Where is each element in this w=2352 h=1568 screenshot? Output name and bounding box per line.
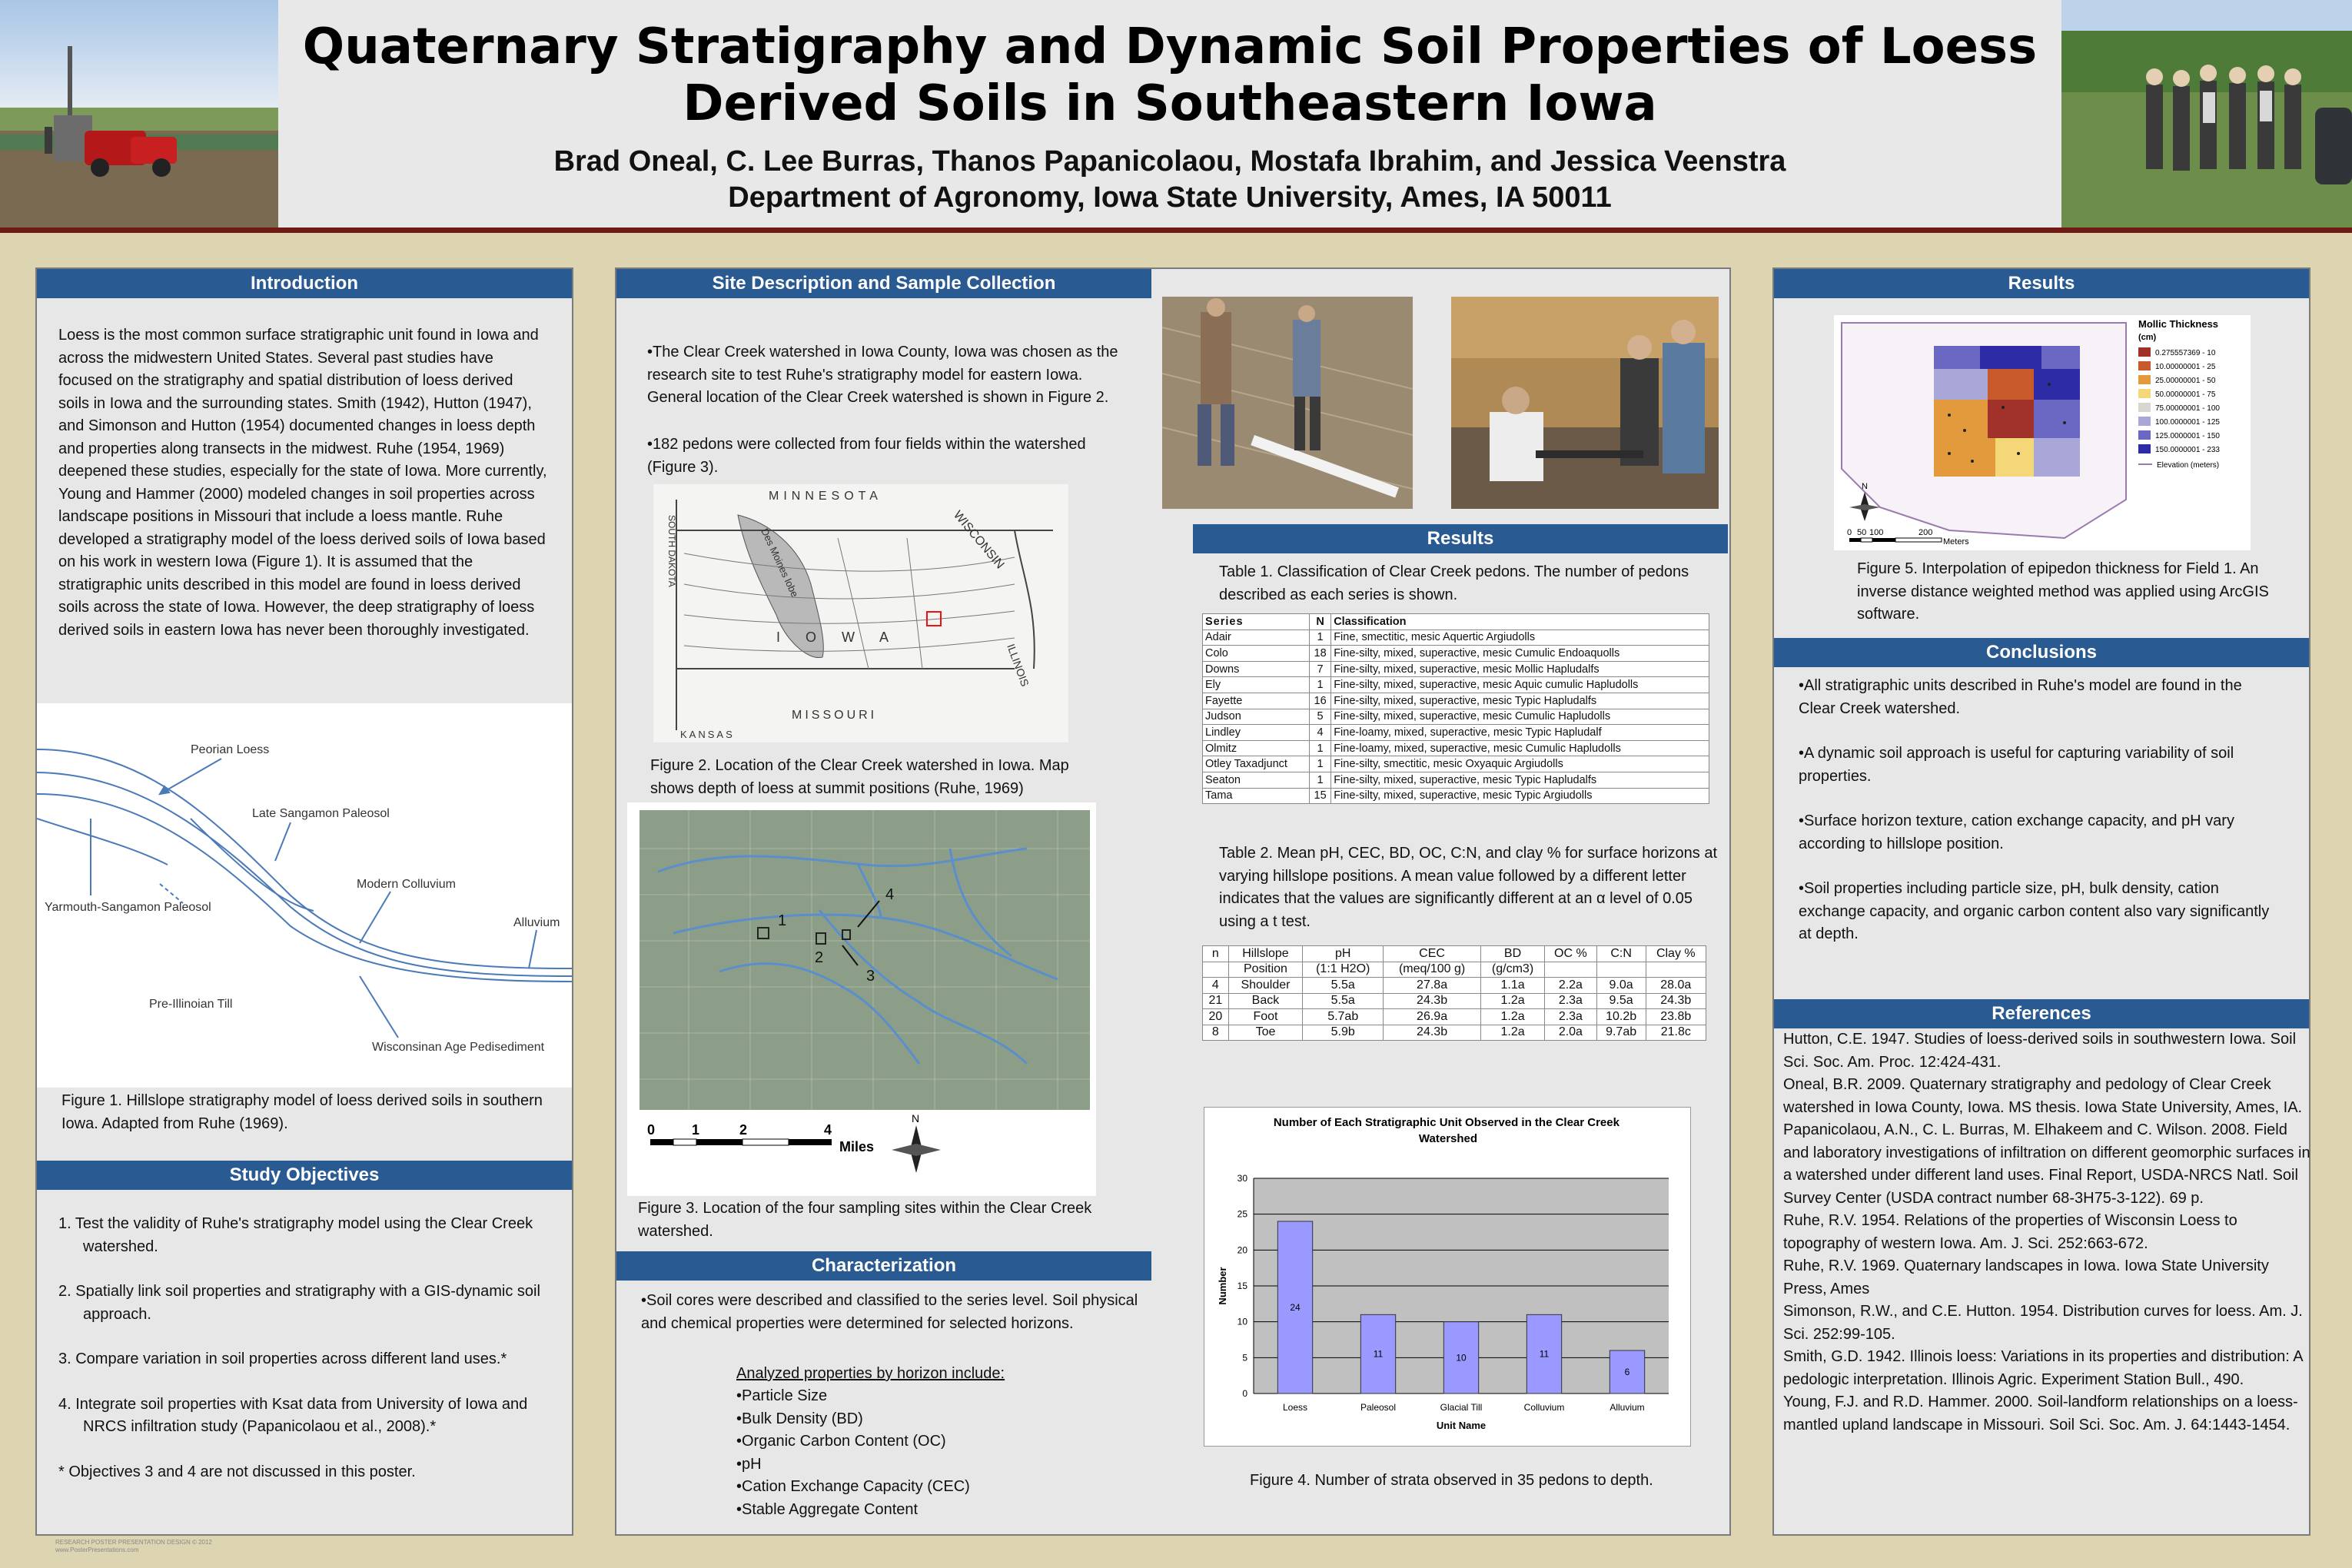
table-cell: 10.2b [1596,1009,1646,1025]
legend-swatch [2138,444,2151,453]
legend-label: 125.0000001 - 150 [2155,432,2220,440]
table-cell: Fine-silty, mixed, superactive, mesic Typic Hapludalfs [1331,693,1709,709]
table-header-cell: C:N [1596,946,1646,962]
chart-ytick-label: 30 [1237,1173,1247,1184]
table-cell: 16 [1309,693,1330,709]
map-label-minnesota: MINNESOTA [769,490,882,503]
chart-ytick-label: 25 [1237,1208,1247,1220]
table-row [1203,993,1706,1009]
legend-swatch [2138,361,2151,370]
table-cell: Lindley [1203,725,1310,741]
credit-line-2: www.PosterPresentations.com [55,1546,139,1553]
figure-4-caption: Figure 4. Number of strata observed in 35 pedons to depth. [1250,1472,1653,1489]
table-cell: 5.5a [1303,978,1384,994]
figure-3-watershed-map [627,802,1096,1196]
map-label-wisconsin: WISCONSIN [950,508,1007,572]
table-cell: Downs [1203,661,1310,677]
conclusions-list [1799,675,2275,946]
label-yarmouth-sangamon: Yarmouth-Sangamon Paleosol [45,901,211,914]
objective-item: 4. Integrate soil properties with Ksat data from University of Iowa and NRCS infiltration study (Papanicolaou et al., 2008).* [58,1395,528,1435]
table-header-cell: (1:1 H2O) [1303,962,1384,978]
table-cell: Foot [1228,1009,1303,1025]
table-header-cell [1203,962,1229,978]
table-header-cell: Classification [1331,614,1709,630]
table-cell: 2.2a [1545,978,1597,994]
table-header-cell: (meq/100 g) [1384,962,1481,978]
legend-swatch [2138,417,2151,426]
loess-depth-map [653,484,1068,742]
table-row [1203,772,1709,788]
chart-ytick-label: 15 [1237,1281,1247,1291]
chart-ytick-label: 5 [1242,1352,1247,1364]
property-item: •Cation Exchange Capacity (CEC) [736,1478,970,1495]
objectives-footnote: * Objectives 3 and 4 are not discussed in this poster. [58,1463,416,1480]
table-cell: Fine-loamy, mixed, superactive, mesic Typic Hapludalf [1331,725,1709,741]
table-cell: 2.3a [1545,993,1597,1009]
conclusion-item: •All stratigraphic units described in Ruhe's model are found in the Clear Creek watershed. [1799,677,2242,717]
watershed-aerial-map [627,802,1096,1196]
table-row [1203,756,1709,772]
hillslope-diagram [37,703,572,1088]
table-cell: 2.3a [1545,1009,1597,1025]
table-cell: Fine-silty, mixed, superactive, mesic Aquic cumulic Hapludolls [1331,677,1709,693]
table-row [1203,646,1709,662]
table-row [1203,978,1706,994]
table-row [1203,630,1709,646]
table-cell: Seaton [1203,772,1310,788]
table-row [1203,709,1709,725]
label-late-sangamon: Late Sangamon Paleosol [252,807,390,820]
site-description-heading: Site Description and Sample Collection [616,269,1151,298]
chart-data-label: 6 [1624,1367,1630,1377]
table-cell: 24.3b [1646,993,1706,1009]
chart-category-label: Alluvium [1610,1402,1645,1413]
fig5-scale-unit: Meters [1943,537,1969,546]
table-cell: 24.3b [1384,1025,1481,1041]
table-cell: Colo [1203,646,1310,662]
conclusion-item: •A dynamic soil approach is useful for capturing variability of soil properties. [1799,745,2234,785]
analyzed-properties-list [736,1385,970,1521]
table-cell: 9.5a [1596,993,1646,1009]
figure-1-stratigraphy-model [37,703,572,1088]
table-cell: 27.8a [1384,978,1481,994]
table-cell: 21 [1203,993,1229,1009]
designer-credit [55,1539,212,1554]
scale-unit-miles: Miles [839,1139,875,1154]
lab-photo [1451,297,1719,509]
chart-title-line-1: Number of Each Stratigraphic Unit Observed in the Clear Creek [1273,1116,1619,1129]
legend-label: 0.275557369 - 10 [2155,349,2216,357]
site-label-4: 4 [885,886,895,903]
table-cell: 5.7ab [1303,1009,1384,1025]
interpolation-surface [1934,346,2080,477]
map-label-iowa: I O W A [776,630,900,645]
table-header-row [1203,946,1706,962]
table-row [1203,725,1709,741]
table-header-cell: pH [1303,946,1384,962]
table-cell: 4 [1203,978,1229,994]
legend-title: Mollic Thickness [2138,318,2219,330]
objectives-list [58,1213,550,1483]
property-item: •pH [736,1455,762,1473]
table-cell: 1.2a [1480,1009,1544,1025]
fig5-scale-tick: 0 [1847,528,1852,537]
header-photo-right [2061,0,2352,228]
table-cell: 5.5a [1303,993,1384,1009]
chart-ytick-label: 0 [1242,1388,1247,1399]
references-heading: References [1774,999,2309,1028]
chart-ytick-label: 20 [1237,1244,1247,1256]
chart-data-label: 11 [1373,1348,1384,1360]
north-label: N [912,1112,920,1125]
table-row [1203,693,1709,709]
mollic-thickness-map [1834,315,2251,550]
table-cell: Fine-silty, mixed, superactive, mesic Mollic Hapludalfs [1331,661,1709,677]
table-header-cell: OC % [1545,946,1597,962]
chart-xlabel: Unit Name [1436,1420,1487,1431]
map-label-missouri: MISSOURI [792,709,878,722]
table-row [1203,788,1709,804]
introduction-heading: Introduction [37,269,572,298]
table-header-cell: (g/cm3) [1480,962,1544,978]
legend-unit: (cm) [2138,333,2157,342]
figure-2-iowa-map [653,484,1068,742]
label-peorian-loess: Peorian Loess [191,743,270,756]
table-cell: 5.9b [1303,1025,1384,1041]
table-cell: 21.8c [1646,1025,1706,1041]
table-cell: 24.3b [1384,993,1481,1009]
legend-swatch [2138,389,2151,398]
table-cell: Toe [1228,1025,1303,1041]
label-pre-illinoian-till: Pre-Illinoian Till [149,998,233,1011]
label-modern-colluvium: Modern Colluvium [357,878,456,891]
header-photo-left [0,0,278,228]
table-cell: Fine-loamy, mixed, superactive, mesic Cumulic Hapludolls [1331,740,1709,756]
table-cell: Fayette [1203,693,1310,709]
table-cell: 1 [1309,756,1330,772]
chart-category-label: Colluvium [1523,1402,1565,1413]
table-header-cell [1646,962,1706,978]
conclusion-item: •Soil properties including particle size, pH, bulk density, cation exchange capacity, and organic carbon content also vary significantly at depth. [1799,880,2270,942]
legend-label: 100.0000001 - 125 [2155,418,2220,427]
table-cell: Tama [1203,788,1310,804]
table-cell: 2.0a [1545,1025,1597,1041]
scale-tick-0: 0 [647,1122,656,1138]
classification-table [1202,613,1709,804]
site-label-1: 1 [778,912,787,929]
scale-tick-4: 4 [824,1122,832,1138]
table-2-caption: Table 2. Mean pH, CEC, BD, OC, C:N, and clay % for surface horizons at varying hillslope positions. A mean value followed by a different letter indicates that the values are significantly different at an α level of 0.05 using a t test. [1219,845,1718,930]
chart-data-label: 10 [1456,1352,1467,1364]
table-cell: 1 [1309,677,1330,693]
table-cell: 15 [1309,788,1330,804]
figure-2-caption: Figure 2. Location of the Clear Creek watershed in Iowa. Map shows depth of loess at summit positions (Ruhe, 1969) [650,757,1069,797]
header-divider [0,228,2352,233]
chart-ylabel: Number [1217,1267,1228,1305]
table-row [1203,661,1709,677]
field-sampling-photo [1162,297,1413,509]
field-drilling-photo [0,0,278,228]
legend-label: 25.00000001 - 50 [2155,377,2216,385]
north-arrow-icon [892,1112,941,1173]
table-cell: Back [1228,993,1303,1009]
poster-title [278,18,2061,132]
characterization-heading: Characterization [616,1251,1151,1281]
legend-swatch [2138,403,2151,412]
chart-data-label: 11 [1539,1348,1550,1360]
fig3-scale-bar [647,1122,874,1154]
table-header-cell: CEC [1384,946,1481,962]
chart-ytick-label: 10 [1237,1316,1247,1327]
credit-line-1: RESEARCH POSTER PRESENTATION DESIGN © 2012 [55,1539,212,1546]
conclusion-item: •Surface horizon texture, cation exchange capacity, and pH vary according to hillslope position. [1799,812,2234,852]
table-cell: 7 [1309,661,1330,677]
label-wisconsinan: Wisconsinan Age Pedisediment [372,1041,545,1054]
chart-data-label: 24 [1290,1302,1301,1313]
property-item: •Organic Carbon Content (OC) [736,1433,946,1450]
table-header-cell: n [1203,946,1229,962]
table-cell: Fine-silty, mixed, superactive, mesic Cumulic Hapludolls [1331,709,1709,725]
table-header-cell: Clay % [1646,946,1706,962]
table-header-row [1203,962,1706,978]
site-paragraph-2: •182 pedons were collected from four fields within the watershed (Figure 3). [647,436,1086,476]
table-cell: Shoulder [1228,978,1303,994]
table-header-cell: BD [1480,946,1544,962]
table-row [1203,1025,1706,1041]
table-cell: 20 [1203,1009,1229,1025]
chart-category-label: Glacial Till [1440,1402,1483,1413]
objective-item: 2. Spatially link soil properties and stratigraphy with a GIS-dynamic soil approach. [58,1283,540,1323]
legend-label: 150.0000001 - 233 [2155,446,2220,454]
map-label-illinois: ILLINOIS [1005,642,1031,689]
table-cell: 4 [1309,725,1330,741]
property-item: •Particle Size [736,1387,828,1404]
table-cell: 18 [1309,646,1330,662]
team-photo [2061,0,2352,228]
table-cell: 1 [1309,740,1330,756]
table-header-cell: N [1309,614,1330,630]
figure-5-mollic-map [1834,315,2251,550]
table-header-cell: Hillslope [1228,946,1303,962]
fig5-scale-tick: 200 [1918,528,1933,537]
map-label-kansas: KANSAS [680,729,735,740]
figure-1-caption: Figure 1. Hillslope stratigraphy model of loess derived soils in southern Iowa. Adapted from Ruhe (1969). [61,1092,543,1132]
figure-3-caption: Figure 3. Location of the four sampling sites within the Clear Creek watershed. [638,1200,1092,1240]
figure-4-chart [1204,1107,1691,1447]
introduction-text: Loess is the most common surface stratigraphic unit found in Iowa and across the midwestern United States. Several past studies have focused on the stratigraphy and spatial distribution of loess derived soils in Iowa and the surrounding states. Smith (1942), Hutton (1947), and Simonson and Hutton (1954) documented changes in loess depth and properties along transects in the midwest. Ruhe (1954, 1969) deepened these studies, especially for the state of Iowa. More currently, Young and Hammer (2000) modeled changes in soil properties across landscape positions in Missouri that include a loess mantle. Ruhe developed a stratigraphy model of the loess derived soils of Iowa based on his work in western Iowa (Figure 1). It is assumed that the stratigraphic units described in this model are found in loess derived soils across the state of Iowa. However, the deep stratigraphy of loess derived soils in eastern Iowa has never been thoroughly investigated. [58,327,547,639]
table-header-cell: Series [1203,614,1310,630]
label-alluvium: Alluvium [513,916,560,929]
objective-item: 3. Compare variation in soil properties across different land uses.* [58,1350,507,1367]
table-cell: Otley Taxadjunct [1203,756,1310,772]
legend-swatch [2138,430,2151,440]
property-item: •Bulk Density (BD) [736,1410,863,1427]
table-cell: 8 [1203,1025,1229,1041]
analyzed-properties-heading: Analyzed properties by horizon include: [736,1365,1005,1382]
table-cell: Olmitz [1203,740,1310,756]
fig5-scale-tick: 50 [1857,528,1867,537]
fig5-scale-tick: 100 [1869,528,1884,537]
chart-category-label: Paleosol [1360,1402,1397,1413]
table-header-cell: Position [1228,962,1303,978]
study-objectives-heading: Study Objectives [37,1161,572,1190]
table-cell: 1.2a [1480,993,1544,1009]
table-cell: 1 [1309,630,1330,646]
map-label-des-moines-lobe: Des Moines lobe [759,526,801,600]
authors: Brad Oneal, C. Lee Burras, Thanos Papanicolaou, Mostafa Ibrahim, and Jessica Veenstra [553,145,1786,178]
table-cell: Fine-silty, mixed, superactive, mesic Typic Argiudolls [1331,788,1709,804]
legend-swatch [2138,375,2151,384]
table-cell: Fine-silty, mixed, superactive, mesic Cumulic Endoaquolls [1331,646,1709,662]
table-header-cell [1596,962,1646,978]
table-cell: Fine-silty, mixed, superactive, mesic Typic Hapludalfs [1331,772,1709,788]
site-label-3: 3 [866,968,875,985]
title-line-2: Derived Soils in Southeastern Iowa [683,75,1657,132]
objective-item: 1. Test the validity of Ruhe's stratigraphy model using the Clear Creek watershed. [58,1215,533,1255]
table-header-row [1203,614,1709,630]
conclusions-heading: Conclusions [1774,638,2309,667]
department: Department of Agronomy, Iowa State University, Ames, IA 50011 [728,181,1612,214]
table-cell: Adair [1203,630,1310,646]
results-middle-heading: Results [1193,524,1728,553]
table-cell: 1.2a [1480,1025,1544,1041]
site-label-2: 2 [815,949,824,966]
title-line-1: Quaternary Stratigraphy and Dynamic Soil Properties of Loess [302,18,2038,75]
table-cell: 23.8b [1646,1009,1706,1025]
legend-label: 10.00000001 - 25 [2155,363,2216,371]
chart-title [1274,1116,1623,1145]
table-cell: 1.1a [1480,978,1544,994]
site-paragraph-1: •The Clear Creek watershed in Iowa County, Iowa was chosen as the research site to test Ruhe's stratigraphy model for eastern Iowa. General location of the Clear Creek watershed is shown in Figure 2. [647,344,1118,406]
chart-category-label: Loess [1282,1402,1308,1413]
fig5-north-label: N [1862,482,1868,491]
table-cell: 1 [1309,772,1330,788]
strata-bar-chart [1204,1108,1692,1447]
property-item: •Stable Aggregate Content [736,1500,919,1518]
characterization-text: •Soil cores were described and classified to the series level. Soil physical and chemical properties were determined for selected horizons. [641,1292,1138,1332]
scale-tick-1: 1 [692,1122,700,1138]
table-row [1203,740,1709,756]
title-block [278,0,2061,228]
legend-elevation: Elevation (meters) [2157,461,2220,470]
table-row [1203,1009,1706,1025]
table-cell: 9.0a [1596,978,1646,994]
fig5-legend [2138,318,2220,470]
references-text: Hutton, C.E. 1947. Studies of loess-derived soils in southwestern Iowa. Soil Sci. Soc. Am. Proc. 12:424-431. Oneal, B.R. 2009. Quaternary stratigraphy and pedology of Clear Creek watershed in Iowa County, Iowa. MS thesis. Iowa State University, Ames, IA. Papanicolaou, A.N., C. L. Burras, M. Elhakeem and C. Wilson. 2008. Field and laboratory investigations of infiltration on different geomorphic surfaces in a watershed under different land uses. Final Report, USDA-NRCS Natl. Soil Survey Center (USDA contract number 68-3H75-3-122). 69 p. Ruhe, R.V. 1954. Relations of the properties of Wisconsin Loess to topography of western Iowa. Am. J. Sci. 252:663-672. Ruhe, R.V. 1969. Quaternary landscapes in Iowa. Iowa State University Press, Ames Simonson, R.W., and C.E. Hutton. 1954. Distribution curves for loess. Am. J. Sci. 252:99-105. Smith, G.D. 1942. Illinois loess: Variations in its properties and distribution: A pedologic interpretation. Illinois Agric. Experiment Station Bull., 490. Young, F.J. and R.D. Hammer. 2000. Soil-landform relationships on a loess-mantled upland landscape in Missouri. Soil Sci. Soc. Am. J. 64:1443-1454. [1783,1031,2310,1433]
table-cell: Judson [1203,709,1310,725]
map-label-south-dakota: SOUTH DAKOTA [666,515,677,587]
scale-tick-2: 2 [739,1122,748,1138]
table-cell: 5 [1309,709,1330,725]
table-cell: Ely [1203,677,1310,693]
legend-label: 50.00000001 - 75 [2155,390,2216,399]
poster-header [0,0,2352,228]
legend-swatch [2138,347,2151,357]
figure-5-caption: Figure 5. Interpolation of epipedon thickness for Field 1. An inverse distance weighted method was applied using ArcGIS software. [1857,560,2269,623]
table-cell: 26.9a [1384,1009,1481,1025]
results-right-heading: Results [1774,269,2309,298]
table-cell: Fine-silty, smectitic, mesic Oxyaquic Argiudolls [1331,756,1709,772]
table-cell: 9.7ab [1596,1025,1646,1041]
table-header-cell [1545,962,1597,978]
chart-title-line-2: Watershed [1418,1132,1478,1145]
soil-properties-table [1202,945,1706,1041]
table-cell: 28.0a [1646,978,1706,994]
table-cell: Fine, smectitic, mesic Aquertic Argiudolls [1331,630,1709,646]
table-1-caption: Table 1. Classification of Clear Creek pedons. The number of pedons described as each series is shown. [1219,563,1689,603]
legend-label: 75.00000001 - 100 [2155,404,2220,413]
table-row [1203,677,1709,693]
